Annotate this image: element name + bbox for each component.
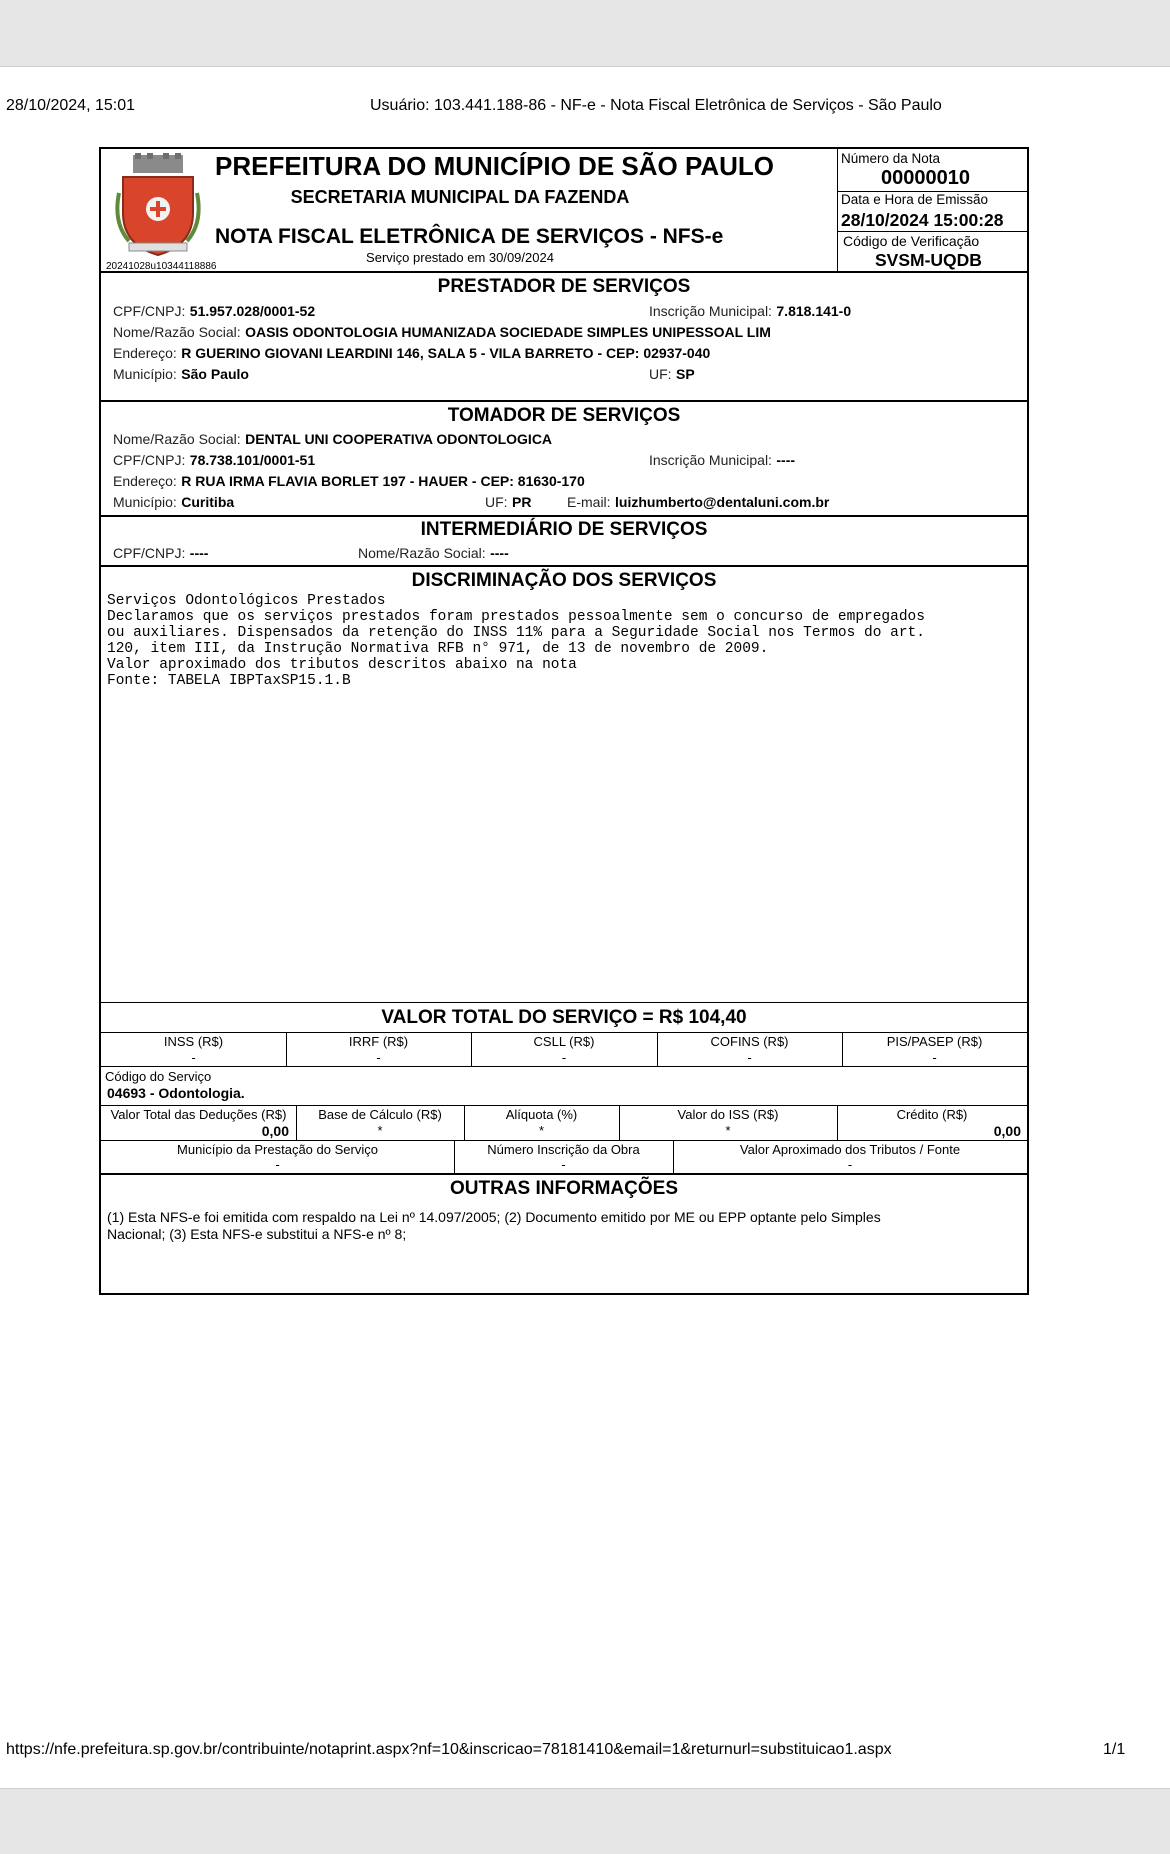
valor-iss-label: Valor do ISS (R$) — [677, 1107, 779, 1122]
verification-code-label: Código de Verificação — [843, 233, 980, 249]
codigo-servico-value: 04693 - Odontologia. — [107, 1085, 245, 1101]
prestador-title: PRESTADOR DE SERVIÇOS — [437, 276, 691, 297]
municipio-prestacao-value: - — [275, 1157, 280, 1172]
prestador-cnpj-row: CPF/CNPJ: 51.957.028/0001-52 — [113, 303, 316, 319]
outras-line-1: (1) Esta NFS-e foi emitida com respaldo na Lei nº 14.097/2005; (2) Documento emitido por ME ou EPP optante pelo Simples — [107, 1209, 881, 1225]
tomador-cnpj: 78.738.101/0001-51 — [189, 452, 316, 468]
pis-label: PIS/PASEP (R$) — [886, 1034, 983, 1049]
codigo-servico-label: Código do Serviço — [105, 1069, 212, 1084]
inss-label: INSS (R$) — [163, 1034, 224, 1049]
prestador-nome-row: Nome/Razão Social: OASIS ODONTOLOGIA HUMANIZADA SOCIEDADE SIMPLES UNIPESSOAL LIM — [113, 324, 771, 340]
tomador-municipio: Curitiba — [181, 494, 235, 510]
secretariat: SECRETARIA MUNICIPAL DA FAZENDA — [290, 187, 630, 207]
base-calculo-value: * — [377, 1123, 383, 1138]
tomador-uf-row: UF: PR — [485, 494, 532, 510]
tomador-nome: DENTAL UNI COOPERATIVA ODONTOLOGICA — [245, 431, 553, 447]
aliquota-value: * — [538, 1123, 545, 1138]
tomador-endereco: R RUA IRMA FLAVIA BORLET 197 - HAUER - CEP: 81630-170 — [181, 473, 585, 489]
prestador-municipio: São Paulo — [181, 366, 249, 382]
print-title: Usuário: 103.441.188-86 - NF-e - Nota Fiscal Eletrônica de Serviços - São Paulo — [370, 97, 942, 114]
browser-bottom-bar — [0, 1788, 1170, 1854]
nfse-document — [99, 147, 1029, 1295]
invoice-number-label: Número da Nota — [841, 151, 941, 166]
irrf-label: IRRF (R$) — [348, 1034, 409, 1049]
tomador-title: TOMADOR DE SERVIÇOS — [447, 405, 681, 426]
issue-datetime: 28/10/2024 15:00:28 — [841, 210, 1004, 230]
print-url[interactable]: https://nfe.prefeitura.sp.gov.br/contribuinte/notaprint.aspx?nf=10&inscricao=78181410&email=1&returnurl=substituicao1.aspx — [6, 1741, 892, 1758]
intermediario-title: INTERMEDIÁRIO DE SERVIÇOS — [420, 519, 708, 540]
credito-label: Crédito (R$) — [896, 1107, 968, 1122]
discriminacao-line: ou auxiliares. Dispensados da retenção do INSS 11% para a Seguridade Social nos Termos do art. — [107, 625, 925, 641]
discriminacao-title: DISCRIMINAÇÃO DOS SERVIÇOS — [411, 570, 717, 591]
pis-value: - — [932, 1050, 937, 1065]
tomador-email: luizhumberto@dentaluni.com.br — [615, 494, 830, 510]
prestador-nome: OASIS ODONTOLOGIA HUMANIZADA SOCIEDADE SIMPLES UNIPESSOAL LIM — [245, 324, 771, 340]
deducoes-value: 0,00 — [261, 1123, 289, 1139]
tomador-im-row: Inscrição Municipal: ---- — [649, 452, 796, 468]
prestador-cnpj: 51.957.028/0001-52 — [189, 303, 316, 319]
verification-code: SVSM-UQDB — [875, 250, 982, 270]
intermediario-cnpj: ---- — [189, 545, 209, 561]
discriminacao-line: Serviços Odontológicos Prestados — [107, 593, 386, 609]
csll-value: - — [561, 1050, 567, 1065]
seal-code: 20241028u10344118886 — [106, 261, 217, 272]
service-date: Serviço prestado em 30/09/2024 — [366, 250, 554, 265]
tomador-nome-row: Nome/Razão Social: DENTAL UNI COOPERATIVA ODONTOLOGICA — [113, 431, 553, 447]
inscricao-obra-value: - — [561, 1157, 566, 1172]
inss-value: - — [191, 1050, 196, 1065]
outras-title: OUTRAS INFORMAÇÕES — [450, 1178, 678, 1199]
deducoes-label: Valor Total das Deduções (R$) — [110, 1107, 287, 1122]
doc-title: NOTA FISCAL ELETRÔNICA DE SERVIÇOS - NFS-e — [215, 225, 724, 248]
city-name: PREFEITURA DO MUNICÍPIO DE SÃO PAULO — [215, 151, 775, 181]
aliquota-label: Alíquota (%) — [505, 1107, 578, 1122]
tributos-aprox-value: - — [847, 1157, 853, 1172]
tomador-email-row: E-mail: luizhumberto@dentaluni.com.br — [567, 494, 830, 510]
discriminacao-line: Fonte: TABELA IBPTaxSP15.1.B — [107, 673, 351, 689]
discriminacao-text — [107, 593, 925, 689]
tomador-municipio-row: Município: Curitiba — [113, 494, 235, 510]
intermediario-nome-row: Nome/Razão Social: ---- — [358, 545, 509, 561]
prestador-endereco: R GUERINO GIOVANI LEARDINI 146, SALA 5 - VILA BARRETO - CEP: 02937-040 — [181, 345, 711, 361]
tomador-endereco-row: Endereço: R RUA IRMA FLAVIA BORLET 197 - HAUER - CEP: 81630-170 — [113, 473, 585, 489]
inscricao-obra-label: Número Inscrição da Obra — [487, 1142, 640, 1157]
cofins-label: COFINS (R$) — [710, 1034, 789, 1049]
prestador-uf: SP — [676, 366, 695, 382]
prestador-im-row: Inscrição Municipal: 7.818.141-0 — [649, 303, 852, 319]
discriminacao-line: 120, item III, da Instrução Normativa RFB n° 971, de 13 de novembro de 2009. — [107, 641, 769, 657]
prestador-endereco-row: Endereço: R GUERINO GIOVANI LEARDINI 146, SALA 5 - VILA BARRETO - CEP: 02937-040 — [113, 345, 711, 361]
invoice-number: 00000010 — [881, 167, 970, 189]
discriminacao-line: Valor aproximado dos tributos descritos abaixo na nota — [107, 657, 577, 673]
csll-label: CSLL (R$) — [533, 1034, 595, 1049]
municipio-prestacao-label: Município da Prestação do Serviço — [177, 1142, 378, 1157]
cofins-value: - — [747, 1050, 752, 1065]
tomador-uf: PR — [512, 494, 532, 510]
tomador-cnpj-row: CPF/CNPJ: 78.738.101/0001-51 — [113, 452, 316, 468]
intermediario-nome: ---- — [490, 545, 509, 561]
browser-top-bar — [0, 0, 1170, 67]
tomador-im: ---- — [776, 452, 796, 468]
prestador-uf-row: UF: SP — [649, 366, 695, 382]
discriminacao-line: Declaramos que os serviços prestados foram prestados pessoalmente sem o concurso de empregados — [107, 609, 925, 625]
page-number: 1/1 — [1103, 1741, 1126, 1758]
intermediario-cnpj-row: CPF/CNPJ: ---- — [113, 545, 209, 561]
outras-line-2: Nacional; (3) Esta NFS-e substitui a NFS-e nº 8; — [107, 1226, 407, 1242]
base-calculo-label: Base de Cálculo (R$) — [318, 1107, 442, 1122]
valor-total: VALOR TOTAL DO SERVIÇO = R$ 104,40 — [381, 1007, 747, 1028]
prestador-municipio-row: Município: São Paulo — [113, 366, 249, 382]
valor-iss-value: * — [725, 1123, 731, 1138]
irrf-value: - — [376, 1050, 381, 1065]
print-datetime: 28/10/2024, 15:01 — [6, 97, 136, 114]
issue-datetime-label: Data e Hora de Emissão — [841, 192, 989, 207]
tributos-aprox-label: Valor Aproximado dos Tributos / Fonte — [739, 1142, 961, 1157]
prestador-im: 7.818.141-0 — [776, 303, 852, 319]
city-coat-of-arms-icon — [115, 153, 201, 257]
credito-value: 0,00 — [993, 1123, 1021, 1139]
